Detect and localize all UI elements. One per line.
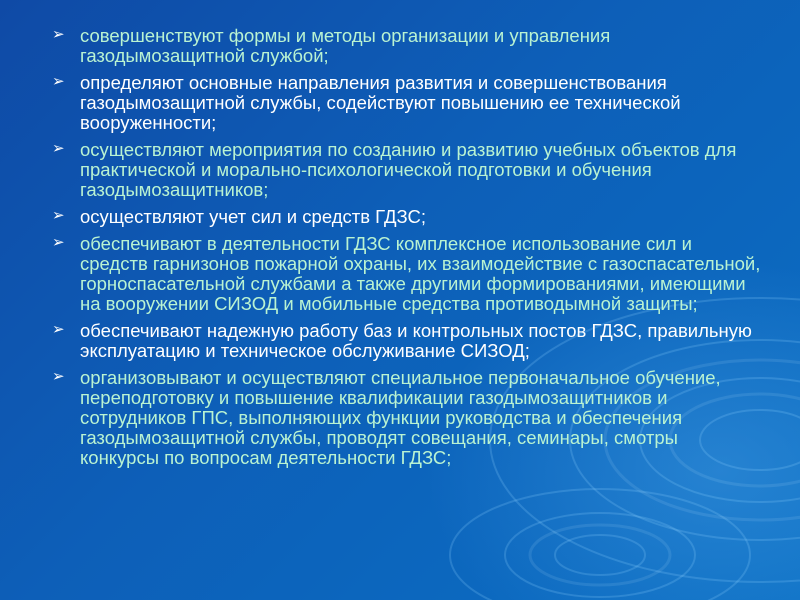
- arrow-bullet-icon: ➢: [52, 234, 65, 251]
- arrow-bullet-icon: ➢: [52, 73, 65, 90]
- bullet-item: [42, 234, 762, 314]
- bullet-item: [42, 73, 762, 133]
- arrow-bullet-icon: ➢: [52, 140, 65, 157]
- bullet-text: определяют основные направления развития и совершенствования газодымозащитной службы, содействуют повышению ее технической вооруженности;: [80, 72, 681, 133]
- bullet-list: [42, 26, 762, 475]
- arrow-bullet-icon: ➢: [52, 321, 65, 338]
- bullet-item: [42, 321, 762, 361]
- bullet-item: [42, 26, 762, 66]
- arrow-bullet-icon: ➢: [52, 368, 65, 385]
- bullet-item: [42, 140, 762, 200]
- arrow-bullet-icon: ➢: [52, 26, 65, 43]
- bullet-text: обеспечивают в деятельности ГДЗС комплексное использование сил и средств гарнизонов пожарной охраны, их взаимодействие с газоспасательной, горноспасательной службами а также другими формированиями, имеющими на вооружении СИЗОД и мобильные средства противодымной защиты;: [80, 233, 761, 314]
- bullet-text: обеспечивают надежную работу баз и контрольных постов ГДЗС, правильную эксплуатацию и техническое обслуживание СИЗОД;: [80, 320, 752, 361]
- bullet-text: совершенствуют формы и методы организации и управления газодымозащитной службой;: [80, 25, 611, 66]
- bullet-item: [42, 368, 762, 468]
- bullet-text: осуществляют учет сил и средств ГДЗС;: [80, 206, 426, 227]
- bullet-text: организовывают и осуществляют специальное первоначальное обучение, переподготовку и повышение квалификации газодымозащитников и сотрудников ГПС, выполняющих функции руководства и обеспечения газодымозащитной службы, проводят совещания, семинары, смотры конкурсы по вопросам деятельности ГДЗС;: [80, 367, 721, 468]
- arrow-bullet-icon: ➢: [52, 207, 65, 224]
- bullet-item: [42, 207, 762, 227]
- bullet-text: осуществляют мероприятия по созданию и развитию учебных объектов для практической и морально-психологической подготовки и обучения газодымозащитников;: [80, 139, 737, 200]
